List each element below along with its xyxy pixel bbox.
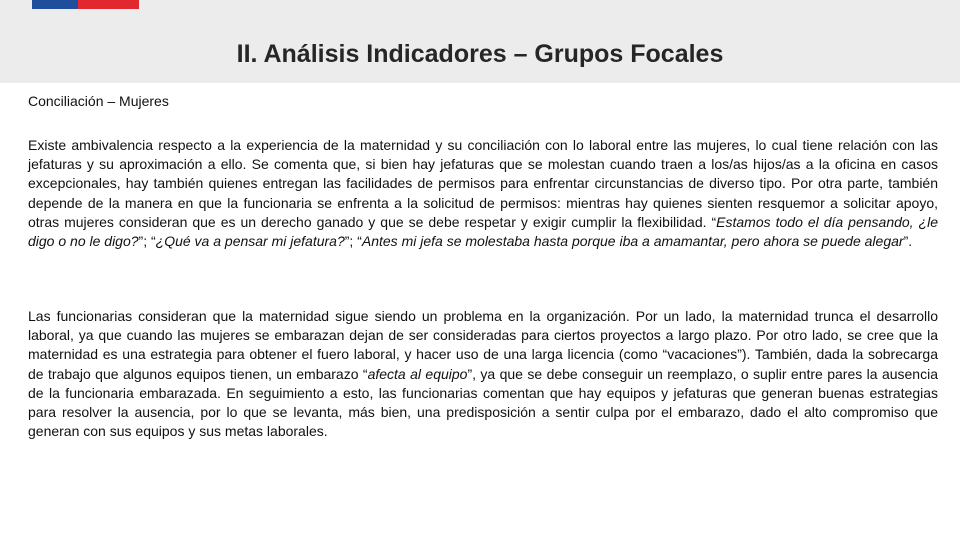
section-subtitle: Conciliación – Mujeres [28, 93, 169, 109]
paragraph-ambivalence [28, 136, 938, 251]
paragraph-1-text: Existe ambivalencia respecto a la experiencia de la maternidad y su conciliación con lo laboral entre las mujeres, lo cual tiene relación con las jefaturas y su aproximación a ello. Se comenta que, si bien hay jefaturas que se molestan cuando traen a los/as hijos/as a la oficina en casos excepcionales, hay también quienes entregan las facilidades de permisos para enfrentar circunstancias de diverso tipo. Por otra parte, también depende de la manera en que la funcionaria se enfrenta a la solicitud de permisos: mientras hay quienes sienten resquemor a solicitar apoyo, otras mujeres consideran que es un derecho ganado y que se debe respetar y exigir cumplir la flexibilidad. “ [28, 137, 938, 230]
quote-2: ¿Qué va a pensar mi jefatura? [155, 233, 345, 250]
paragraph-2-text-b: ”, ya que se debe conseguir un reemplazo, o suplir entre pares la ausencia de la funcionaria embarazada. En seguimiento a esto, las funcionarias comentan que hay equipos y jefaturas que generan buenas estrategias para resolver la ausencia, por lo que se levanta, más bien, una predisposición a sentir culpa por el embarazo, dado el alto compromiso que generan con sus equipos y sus metas laborales. [28, 365, 938, 440]
quote-separator-2: ”; “ [344, 233, 362, 250]
paragraph-maternity-problem [28, 307, 938, 441]
slide-title: II. Análisis Indicadores – Grupos Focales [236, 40, 724, 68]
flag-stripe-logo [32, 0, 139, 9]
quote-3: Antes mi jefa se molestaba hasta porque iba a amamantar, pero ahora se puede alegar [361, 233, 904, 250]
quote-separator-1: ”; “ [138, 233, 156, 250]
quote-afecta-equipo: afecta al equipo [367, 365, 468, 382]
flag-red-bar [78, 0, 139, 9]
quote-1: Estamos todo el día pensando, ¿le digo o no le digo? [28, 213, 938, 250]
paragraph-2-text-a: Las funcionarias consideran que la maternidad sigue siendo un problema en la organización. Por un lado, la maternidad trunca el desarrollo laboral, ya que cuando las mujeres se embarazan dejan de ser consideradas para ciertos proyectos a largo plazo. Por otro lado, se cree que la maternidad es una estrategia para obtener el fuero laboral, y hacer uso de una larga licencia (como “vacaciones”). También, dada la sobrecarga de trabajo que algunos equipos tienen, un embarazo “ [28, 308, 938, 382]
flag-blue-bar [32, 0, 78, 9]
paragraph-1-end: ”. [903, 233, 913, 250]
